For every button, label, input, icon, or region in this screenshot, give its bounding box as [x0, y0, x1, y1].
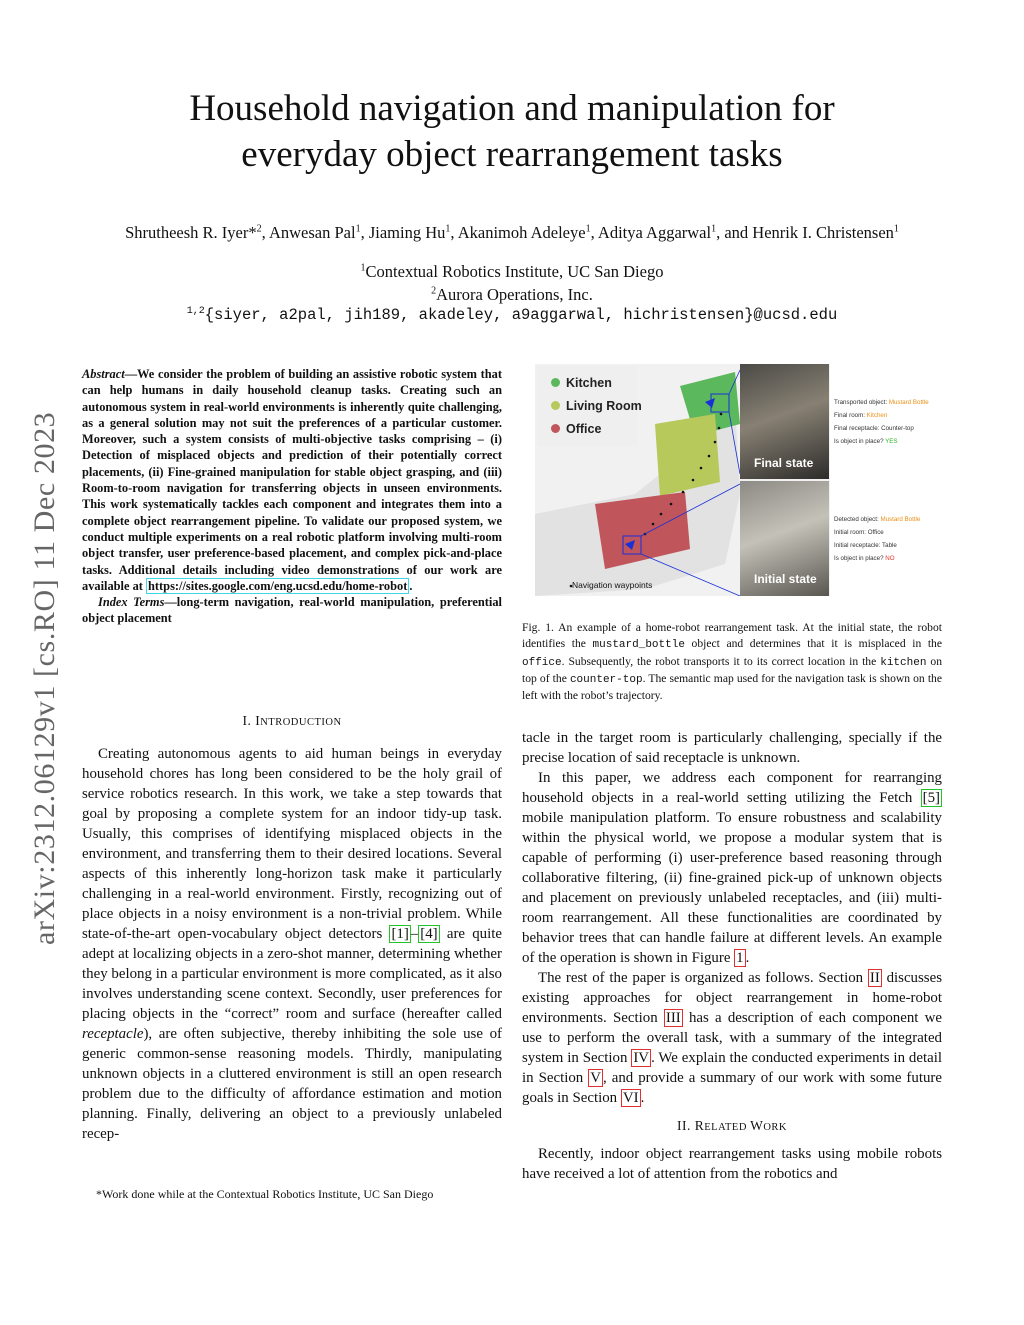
- affiliation-number: 2: [431, 285, 437, 297]
- project-link[interactable]: https://sites.google.com/eng.ucsd.edu/home-robot: [148, 578, 408, 593]
- map-living-room-region: [655, 414, 720, 496]
- caption-code: counter-top: [569, 673, 643, 686]
- info-key: Initial receptacle:: [834, 542, 883, 549]
- arxiv-id: arXiv:2312.06129v1 [cs.RO] 11 Dec 2023: [28, 411, 61, 945]
- figure-caption: [522, 620, 942, 704]
- info-value: Mustard Bottle: [888, 399, 929, 406]
- paragraph: [522, 728, 942, 768]
- info-row: [834, 409, 929, 422]
- citation-dash: –: [410, 926, 419, 942]
- intro-paragraph: [82, 744, 502, 1144]
- info-value: YES: [885, 438, 898, 445]
- section-initial: R: [694, 1118, 705, 1133]
- final-state-info: [834, 396, 929, 448]
- author: Anwesan Pal: [268, 223, 356, 242]
- affiliation-text: Contextual Robotics Institute, UC San Diego: [365, 262, 664, 281]
- legend-living-room: Living Room: [566, 399, 642, 413]
- intro-text: are quite adept at localizing objects in a zero-shot manner, determining whether they belong in a particular environment is more complicated, as it also involves understanding scene context. Secondly, user preferences for placing objects in the “correct” room and surface (hereafter called: [82, 926, 502, 1022]
- paper-title: [0, 86, 1024, 178]
- author-affiliation: 2: [256, 223, 262, 235]
- paragraph: [522, 768, 942, 968]
- section-link[interactable]: IV: [633, 1050, 650, 1066]
- legend-living-room-swatch: [551, 401, 560, 410]
- paragraph-text: .: [745, 950, 750, 966]
- author: Henrik I. Christensen: [752, 223, 894, 242]
- paragraph-text: .: [640, 1090, 645, 1106]
- section-rest: ORK: [763, 1122, 787, 1133]
- section-rest: ELATED: [704, 1122, 751, 1133]
- caption-code: mustard_bottle: [592, 639, 685, 652]
- info-key: Final room:: [834, 412, 867, 419]
- paragraph-text: has a description of each component we use to perform the overall task, with a summary of the integrated system in Section: [522, 1010, 943, 1066]
- affiliation-2: [0, 285, 1024, 305]
- info-row: [834, 539, 920, 552]
- info-value: Table: [882, 542, 897, 549]
- paragraph-text: tacle in the target room is particularly challenging, specially if the precise location of said receptacle is unknown.: [522, 730, 942, 766]
- author-emails: [0, 306, 1024, 324]
- title-line-1: Household navigation and manipulation for: [189, 88, 835, 129]
- paragraph-text: . We explain the conducted experiments in detail in Section: [522, 1050, 942, 1086]
- section-link[interactable]: II: [869, 970, 880, 986]
- caption-text: object and determines that it is misplaced in the: [684, 637, 943, 651]
- right-column-text: [522, 728, 942, 1184]
- section-rest: NTRODUCTION: [260, 717, 342, 728]
- index-terms: —long-term navigation, real-world manipulation, preferential object placement: [82, 595, 502, 626]
- section-initial: W: [750, 1118, 764, 1133]
- info-value: NO: [885, 555, 895, 562]
- citation-link[interactable]: [5]: [922, 790, 940, 806]
- author: Jiaming Hu: [368, 223, 446, 242]
- paragraph: [522, 968, 942, 1108]
- abstract-label: Abstract: [82, 367, 125, 381]
- abstract-end: .: [409, 578, 413, 593]
- section-link[interactable]: V: [590, 1070, 601, 1086]
- paragraph: [522, 1144, 942, 1184]
- citation-link[interactable]: [4]: [420, 926, 438, 942]
- info-value: Mustard Bottle: [880, 516, 921, 523]
- author-affiliation: 1: [355, 223, 361, 235]
- info-key: Detected object:: [834, 516, 881, 523]
- section-heading-related-work: [522, 1116, 942, 1138]
- caption-code: office: [522, 656, 562, 669]
- info-key: Transported object:: [834, 399, 889, 406]
- legend-office-swatch: [551, 424, 560, 433]
- info-row: [834, 422, 929, 435]
- author-affiliation: 1: [445, 223, 451, 235]
- footnote-text: *Work done while at the Contextual Robotics Institute, UC San Diego: [96, 1187, 434, 1201]
- citation-link[interactable]: [1]: [391, 926, 409, 942]
- info-key: Final receptacle:: [834, 425, 882, 432]
- info-row: [834, 513, 920, 526]
- index-terms-label: Index Terms: [98, 595, 165, 610]
- paragraph-text: mobile manipulation platform. To ensure robustness and scalability within the physical world, we propose a modular system that is capable of performing (i) user-preference based reasoning through collaborative filtering, (ii) fine-grained pick-up of unknown objects and placement on previously unlabeled receptacles, and (iii) multi-room rearrangement. All these functionalities are coordinated by behavior trees that can handle failure at different levels. An example of the operation is shown in Figure: [522, 810, 942, 966]
- title-line-2: everyday object rearrangement tasks: [241, 134, 783, 175]
- author: Akanimoh Adeleye: [457, 223, 586, 242]
- info-value: Kitchen: [866, 412, 888, 419]
- section-initial: I: [255, 713, 261, 728]
- figure-link[interactable]: 1: [736, 950, 744, 966]
- info-key: Initial room:: [834, 529, 868, 536]
- initial-state-label: Initial state: [754, 572, 817, 586]
- section-number: II.: [677, 1118, 695, 1133]
- author-affiliation: 1: [893, 223, 899, 235]
- paragraph-text: In this paper, we address each component for rearranging household objects in a real-world setting utilizing the Fetch: [522, 770, 942, 806]
- info-key: Is object in place?: [834, 555, 886, 562]
- intro-emphasis: receptacle: [82, 1026, 144, 1042]
- abstract: [82, 366, 502, 627]
- info-key: Is object in place?: [834, 438, 886, 445]
- paragraph-text: Recently, indoor object rearrangement tasks using mobile robots have received a lot of attention from the robotics and: [522, 1146, 942, 1182]
- author: Aditya Aggarwal: [597, 223, 712, 242]
- author-list: Shrutheesh R. Iyer*$^2$, Anwesan Pal$^1$, Jiaming Hu$^1$, Akanimoh Adeleye$^1$, Aditya Aggarwal$^1$, and Henrik I. Christensen$^1$: [125, 223, 899, 242]
- abstract-text: —We consider the problem of building an assistive robotic system that can help humans in daily household cleanup tasks. Creating such an autonomous system in real-world environments is inherently quite challenging, as a general solution may not suit the preferences of a particular customer. Moreover, such a system consists of multi-objective tasks comprising – (i) Detection of misplaced objects and prediction of their potentially correct placements, (ii) Fine-grained manipulation for stable object grasping, and (iii) Room-to-room navigation for transferring objects in unseen environments. This work systematically tackles each component and integrates them into a complete object rearrangement pipeline. To validate our proposed system, we conduct multiple experiments on a real robotic platform involving multi-room object transfer, user preference-based placement, and complex pick-and-place tasks. Additional details including video demonstrations of our work are available at: [82, 367, 502, 593]
- caption-text: . The semantic map used for the navigation task is shown on the left with the robot’s trajectory.: [522, 671, 942, 703]
- info-row: [834, 526, 920, 539]
- author: Shrutheesh R. Iyer*: [125, 223, 257, 242]
- affiliation-text: Aurora Operations, Inc.: [436, 285, 593, 304]
- legend-kitchen: Kitchen: [566, 376, 612, 390]
- info-row: [834, 552, 920, 565]
- paragraph-text: discusses existing approaches for object rearrangement in home-robot environments. Section: [522, 970, 942, 1026]
- legend-kitchen-swatch: [551, 378, 560, 387]
- info-row: [834, 435, 929, 448]
- arxiv-stamp: [28, 355, 68, 945]
- navigation-waypoints-label: [572, 580, 652, 590]
- email-affiliation: 1,2: [186, 305, 205, 317]
- affiliation-number: 1: [360, 262, 366, 274]
- introduction-text: [82, 744, 502, 1144]
- intro-text: Creating autonomous agents to aid human beings in everyday household chores has long been considered to be the holy grail of service robotics research. In this work, we take a step towards that goal by proposing a complete system for an indoor tidy-up task. Usually, this comprises of identifying misplaced objects in the environment, and transferring them to their desired locations. Several aspects of this inherently long-horizon task make it particularly challenging in a real-world environment. Firstly, recognizing out of place objects in a noisy environment is a non-trivial problem. While state-of-the-art open-vocabulary object detectors: [82, 746, 502, 942]
- initial-state-info: [834, 513, 920, 565]
- caption-text: . Subsequently, the robot transports it to its correct location in the: [561, 654, 881, 668]
- author-affiliation: 1: [711, 223, 717, 235]
- legend-office: Office: [566, 422, 602, 436]
- caption-text: Fig. 1. An example of a home-robot rearrangement task. At the initial state, the robot identifies the: [522, 621, 942, 651]
- info-row: [834, 396, 929, 409]
- info-value: Counter-top: [881, 425, 914, 432]
- nav-label-text: Navigation waypoints: [572, 580, 653, 590]
- paragraph-text: , and provide a summary of our work with some future goals in Section: [522, 1070, 942, 1106]
- intro-text: ), are often subjective, thereby inhibiting the sole use of generic common-sense reasoning models. Thirdly, manipulating unknown objects in a cluttered environment is still an open research problem due to the difficulty of affordance estimation and motion planning. Finally, delivering an object to a previously unlabeled recep-: [82, 1026, 502, 1142]
- affiliation-1: [0, 262, 1024, 282]
- section-number: I.: [242, 713, 256, 728]
- final-state-label: Final state: [754, 456, 814, 470]
- section-link[interactable]: VI: [622, 1090, 639, 1106]
- section-link[interactable]: III: [665, 1010, 681, 1026]
- caption-code: kitchen: [880, 656, 927, 669]
- caption-text: on top of the: [522, 654, 942, 685]
- footnote: [82, 1187, 502, 1202]
- paragraph-text: The rest of the paper is organized as follows. Section: [538, 970, 868, 986]
- email-list: {siyer, a2pal, jih189, akadeley, a9aggarwal, hichristensen}@ucsd.edu: [204, 306, 838, 324]
- section-heading-introduction: [82, 713, 502, 729]
- author-affiliation: 1: [585, 223, 591, 235]
- info-value: Office: [867, 529, 884, 536]
